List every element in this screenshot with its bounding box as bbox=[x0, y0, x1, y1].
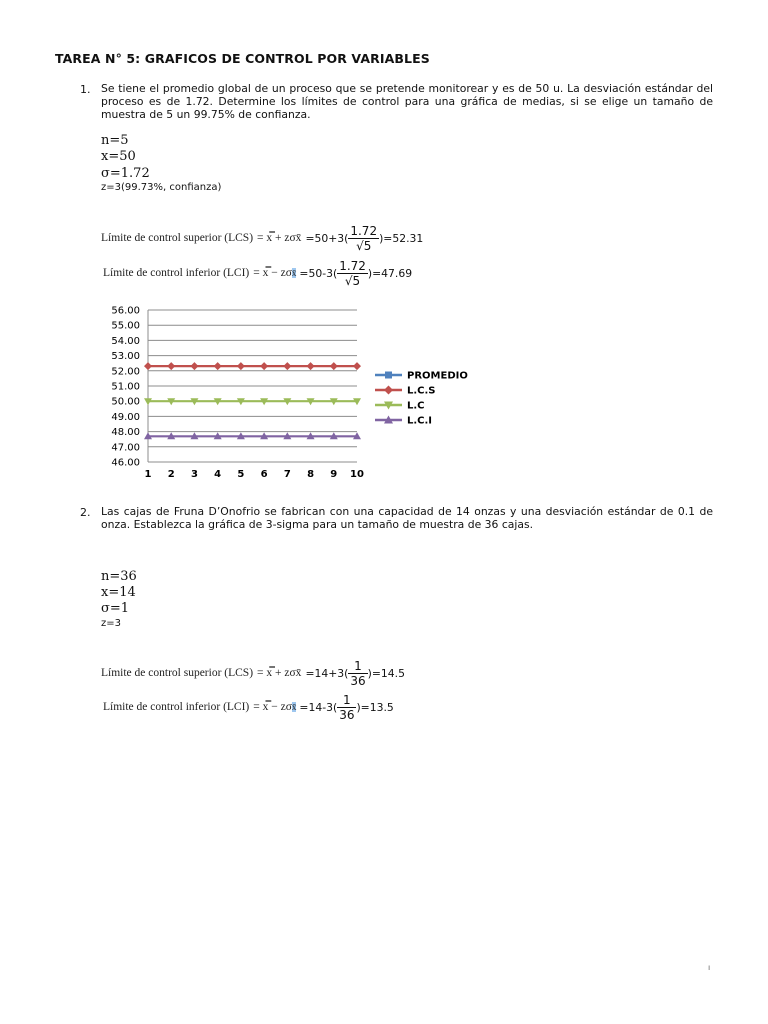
x-tick-label: 9 bbox=[330, 469, 338, 480]
legend-marker bbox=[384, 386, 393, 395]
control-chart bbox=[90, 298, 490, 488]
x-tick-label: 10 bbox=[350, 469, 364, 480]
lci-denominator: 36 bbox=[339, 707, 355, 722]
lcs-calc-result: )=52.31 bbox=[379, 231, 424, 245]
x-tick-label: 1 bbox=[144, 469, 152, 480]
q2-var-n: n=36 bbox=[101, 569, 137, 584]
lci-formula-subscript: x̄ bbox=[291, 702, 297, 712]
x-tick-label: 8 bbox=[307, 469, 315, 480]
data-point bbox=[237, 362, 245, 370]
lci-formula-expression: = x̿ − zσ bbox=[253, 701, 292, 713]
lci-calc-result: )=47.69 bbox=[367, 266, 413, 280]
data-point bbox=[190, 362, 198, 370]
lci-formula-expression: = x̿ − zσ bbox=[253, 267, 292, 279]
lcs-formula-expression: = x̿ + zσx̄ bbox=[257, 232, 302, 244]
y-tick-label: 53.00 bbox=[111, 351, 140, 363]
y-tick-label: 46.00 bbox=[111, 457, 140, 469]
q2-lci-formula bbox=[103, 689, 394, 725]
y-tick-label: 51.00 bbox=[111, 381, 140, 393]
lci-formula-label: Límite de control inferior (LCI) bbox=[103, 267, 250, 279]
legend-label: PROMEDIO bbox=[407, 370, 468, 382]
data-point bbox=[214, 362, 222, 370]
x-tick-label: 6 bbox=[260, 469, 268, 480]
question-2-text: Las cajas de Fruna D’Onofrio se fabrican con una capacidad de 14 onzas y una desviación estándar de 0.1 de onza. Establezca la gráfica de 3-sigma para un tamaño de muestra de 36 cajas. bbox=[101, 505, 713, 531]
data-point bbox=[307, 362, 315, 370]
lci-calc-result: )=13.5 bbox=[356, 700, 394, 714]
lcs-formula-label: Límite de control superior (LCS) bbox=[101, 232, 254, 244]
lcs-calc-prefix: =14+3( bbox=[305, 666, 349, 680]
data-point bbox=[167, 362, 175, 370]
page-footer-mark: ı bbox=[708, 963, 711, 972]
y-tick-label: 48.00 bbox=[111, 427, 140, 439]
x-tick-label: 2 bbox=[167, 469, 175, 480]
q1-var-x: x=50 bbox=[101, 149, 136, 164]
question-2-number: 2. bbox=[80, 506, 91, 519]
data-point bbox=[260, 362, 268, 370]
lcs-numerator: 1.72 bbox=[350, 223, 378, 238]
lcs-calc-prefix: =50+3( bbox=[305, 231, 349, 245]
x-tick-label: 4 bbox=[214, 469, 222, 480]
legend-marker bbox=[385, 372, 392, 379]
x-tick-label: 3 bbox=[190, 469, 198, 480]
q2-var-sigma: σ=1 bbox=[101, 601, 130, 616]
lcs-denominator: √5 bbox=[356, 238, 372, 253]
lci-numerator: 1 bbox=[337, 693, 356, 708]
lci-fraction bbox=[337, 693, 356, 722]
legend-label: L.C bbox=[407, 400, 425, 412]
page-title: TAREA N° 5: GRAFICOS DE CONTROL POR VARIABLES bbox=[55, 51, 430, 66]
q2-lcs-formula bbox=[101, 655, 405, 691]
x-tick-label: 5 bbox=[237, 469, 245, 480]
q1-lcs-formula bbox=[101, 220, 423, 256]
lcs-calc-result: )=14.5 bbox=[367, 666, 405, 680]
lcs-denominator: 36 bbox=[350, 673, 366, 688]
y-tick-label: 56.00 bbox=[111, 305, 140, 317]
q1-var-n: n=5 bbox=[101, 133, 129, 148]
question-1-text: Se tiene el promedio global de un proceso que se pretende monitorear y es de 50 u. La desviación estándar del proceso es de 1.72. Determine los límites de control para una gráfica de medias, si se elige un tamaño de muestra de 5 un 99.75% de confianza. bbox=[101, 82, 713, 121]
question-1-number: 1. bbox=[80, 83, 91, 96]
q2-var-x: x=14 bbox=[101, 585, 136, 600]
y-tick-label: 50.00 bbox=[111, 396, 140, 408]
lci-denominator: √5 bbox=[344, 273, 361, 288]
q1-lci-formula bbox=[103, 255, 412, 291]
data-point bbox=[353, 362, 361, 370]
legend-label: L.C.S bbox=[407, 385, 436, 397]
lcs-fraction bbox=[348, 659, 367, 688]
q1-z-note: z=3(99.73%, confianza) bbox=[101, 182, 222, 193]
data-point bbox=[144, 362, 152, 370]
data-point bbox=[330, 362, 338, 370]
lci-calc-prefix: =14-3( bbox=[299, 700, 338, 714]
data-point bbox=[283, 362, 291, 370]
lci-numerator: 1.72 bbox=[339, 258, 366, 273]
q1-var-sigma: σ=1.72 bbox=[101, 166, 150, 181]
lcs-fraction bbox=[348, 224, 379, 253]
q2-z-note: z=3 bbox=[101, 618, 121, 629]
y-tick-label: 55.00 bbox=[111, 320, 140, 332]
y-tick-label: 49.00 bbox=[111, 411, 140, 423]
legend-label: L.C.I bbox=[407, 415, 433, 427]
lci-formula-subscript: x̄ bbox=[291, 268, 297, 278]
lcs-numerator: 1 bbox=[348, 659, 367, 674]
lci-formula-label: Límite de control inferior (LCI) bbox=[103, 701, 250, 713]
y-tick-label: 47.00 bbox=[111, 442, 140, 454]
lci-fraction bbox=[337, 259, 368, 288]
y-tick-label: 52.00 bbox=[111, 366, 140, 378]
lcs-formula-label: Límite de control superior (LCS) bbox=[101, 667, 254, 679]
y-tick-label: 54.00 bbox=[111, 335, 140, 347]
lcs-formula-expression: = x̿ + zσx̄ bbox=[257, 667, 302, 679]
lci-calc-prefix: =50-3( bbox=[299, 266, 338, 280]
x-tick-label: 7 bbox=[283, 469, 291, 480]
